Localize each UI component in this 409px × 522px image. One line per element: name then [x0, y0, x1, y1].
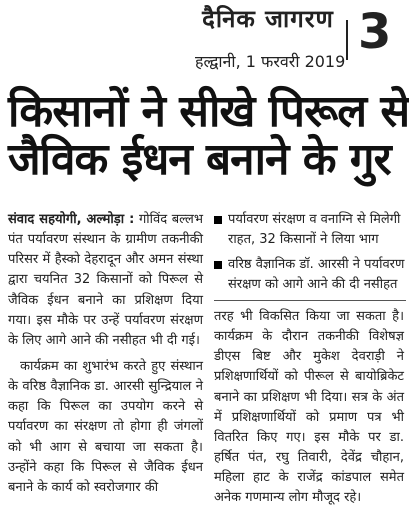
- headline: [8, 86, 409, 186]
- headline-line-2: जैविक ईधन बनाने के गुर: [8, 134, 391, 186]
- highlights-box: [214, 210, 406, 307]
- highlight-text: पर्यावरण संरक्षण व वनाग्नि से मिलेगी राहत, 32 किसानों ने लिया भाग: [228, 212, 401, 247]
- dateline: हल्द्वानी, 1 फरवरी 2019: [195, 52, 346, 71]
- highlight-item: [214, 255, 406, 294]
- article-paragraph-2: कार्यक्रम का शुभारंभ करते हुए संस्थान के वरिष्ठ वैज्ञानिक डा. आरसी सुन्द्रियाल ने कहा कि पिरूल का उपयोग करने से पर्यावरण का संरक्षण तो होगा ही जंगलों को भी आग से बचाया जा सकता है। उन्होंने कहा कि पिरूल से जैविक ईधन बनाने के कार्य को स्वरोजगार की: [8, 358, 203, 495]
- highlights-divider: [214, 300, 406, 301]
- masthead-divider: [346, 20, 348, 60]
- highlight-item: [214, 210, 406, 249]
- article-column-right: [214, 307, 404, 514]
- newspaper-name: दैनिक जागरण: [202, 5, 334, 33]
- masthead: [0, 0, 409, 82]
- bullet-square-icon: [214, 216, 222, 224]
- highlight-text: वरिष्ठ वैज्ञानिक डॉ. आरसी ने पर्यावरण संरक्षण को आगे आने की दी नसीहत: [228, 257, 405, 292]
- byline: संवाद सहयोगी, अल्मोड़ा :: [8, 212, 135, 227]
- article-paragraph-3: तरह भी विकसित किया जा सकता है। कार्यक्रम के दौरान तकनीकी विशेषज्ञ डीएस बिष्ट और मुकेश देवराड़ी ने प्रशिक्षणार्थियों को पीरूल से बायोब्रिकेट बनाने का प्रशिक्षण भी दिया। सत्र के अंत में प्रशिक्षणार्थियों को प्रमाण पत्र भी वितरित किए गए। इस मौके पर डा. हर्षित पंत, रघु तिवारी, देवेंद्र चौहान, महिला हाट के राजेंद्र कांडपाल समेत अनेक गणमान्य लोग मौजूद रहे।: [214, 309, 404, 506]
- headline-line-1: किसानों ने सीखे पिरूल से: [8, 86, 409, 137]
- article-column-left: [8, 210, 203, 504]
- article-paragraph-1: गोविंद बल्लभ पंत पर्यावरण संस्थान के ग्रामीण तकनीकी परिसर में हैस्को देहरादून और अमन संस्था द्वारा चयनित 32 किसानों को पिरूल से जैविक ईधन बनाने का प्रशिक्षण दिया गया। इस मौके पर उन्हें पर्यावरण संरक्षण के लिए आगे आने की नसीहत भी दी गई।: [8, 212, 203, 348]
- bullet-square-icon: [214, 261, 222, 269]
- page-number: 3: [358, 4, 392, 60]
